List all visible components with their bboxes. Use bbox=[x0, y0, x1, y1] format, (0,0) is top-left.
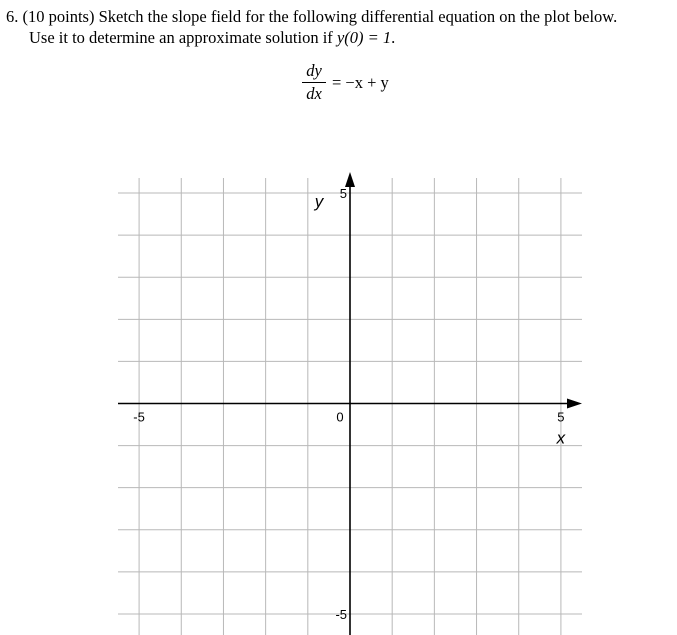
fraction-denominator: dx bbox=[306, 84, 322, 103]
problem-number: 6. bbox=[6, 7, 19, 26]
initial-condition: y(0) = 1 bbox=[336, 28, 392, 47]
problem-text-1: (10 points) Sketch the slope field for the following differential equation on the plot below. bbox=[22, 7, 618, 26]
y-axis-arrow-icon bbox=[345, 172, 355, 187]
tick-label-x-min: -5 bbox=[133, 409, 145, 425]
tick-label-x-max: 5 bbox=[557, 409, 565, 425]
problem-text-2-end: . bbox=[391, 28, 396, 47]
fraction-numerator: dy bbox=[306, 61, 322, 80]
tick-label-origin: 0 bbox=[336, 409, 344, 425]
problem-text-2: Use it to determine an approximate solution if bbox=[29, 28, 337, 47]
tick-label-y-max: 5 bbox=[339, 186, 347, 202]
equation-rhs: = −x + y bbox=[332, 72, 389, 92]
y-axis-label: y bbox=[314, 192, 324, 212]
tick-label-y-min: -5 bbox=[335, 606, 347, 622]
x-axis-label: x bbox=[556, 428, 566, 448]
x-axis-arrow-icon bbox=[567, 399, 582, 409]
